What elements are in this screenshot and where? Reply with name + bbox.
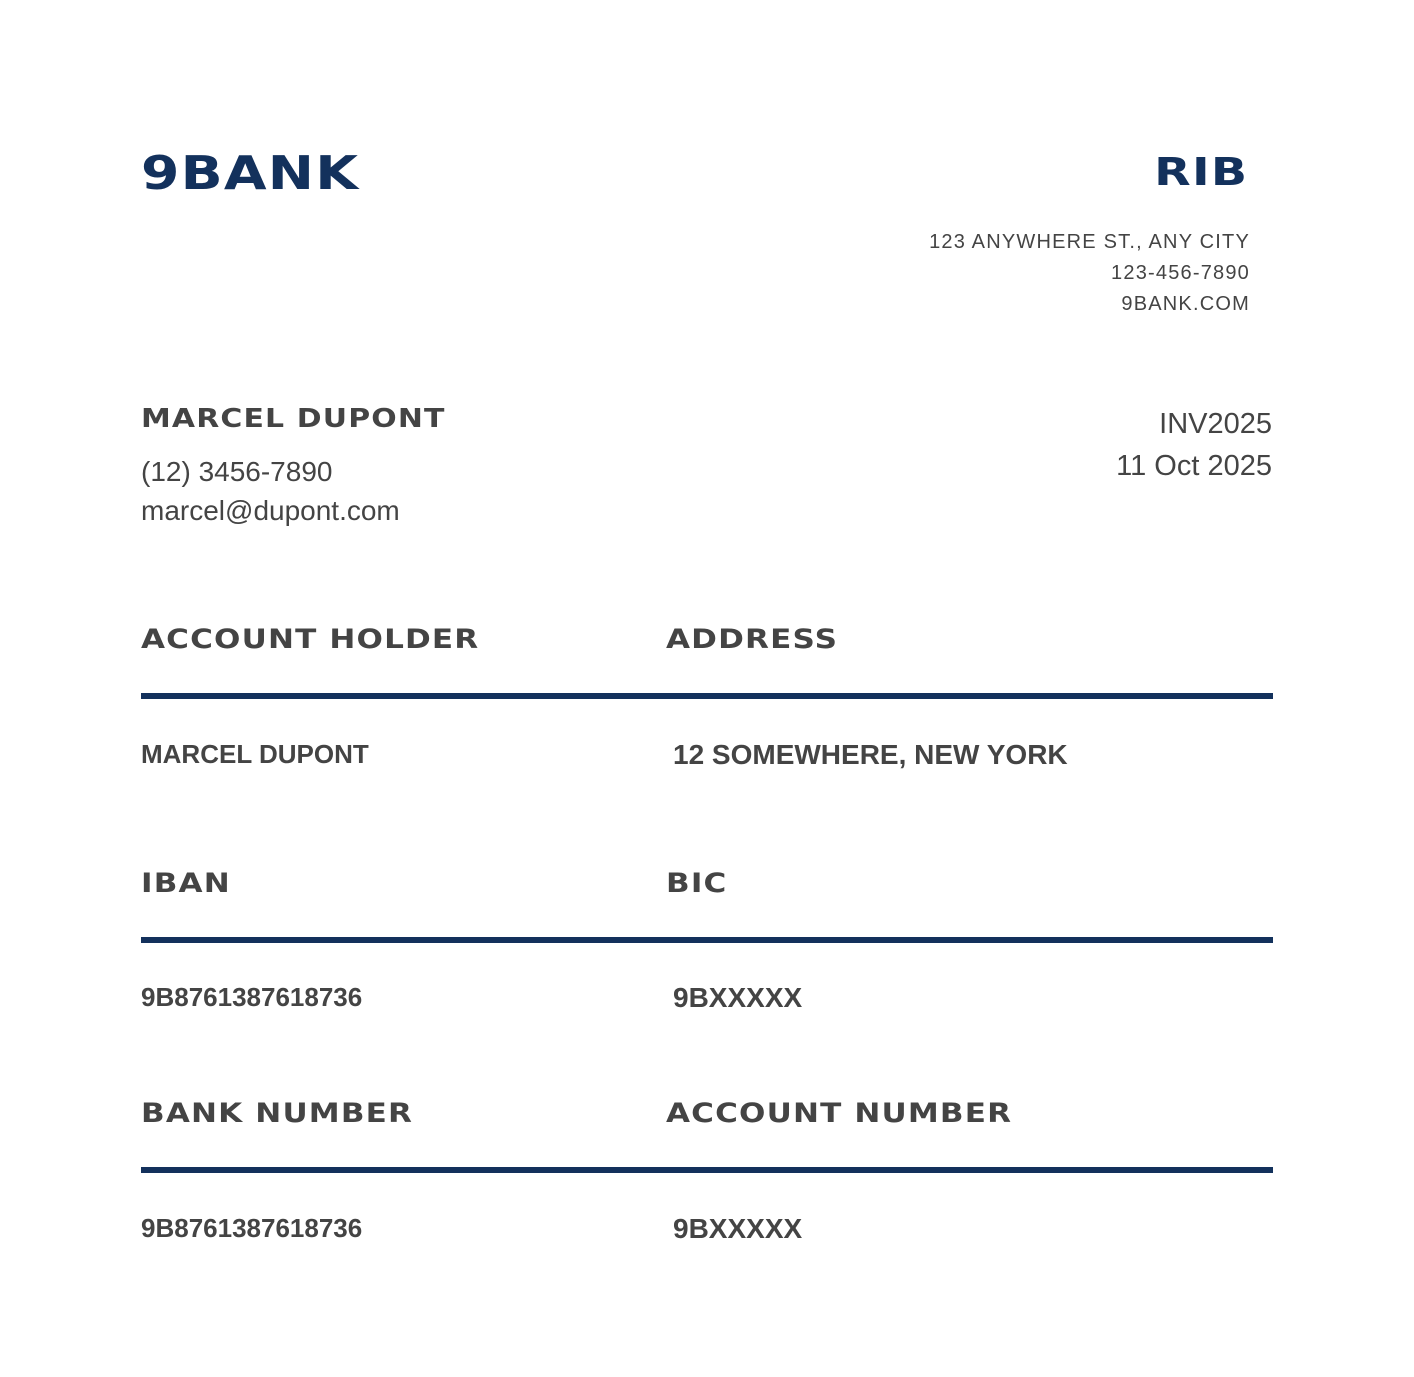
iban-label: IBAN	[141, 868, 231, 899]
document-type-title: RIB	[1153, 150, 1248, 194]
bank-address: 123 ANYWHERE ST., ANY CITY	[929, 231, 1250, 253]
client-phone: (12) 3456-7890	[141, 456, 333, 487]
section-divider	[141, 937, 1273, 943]
bank-contact-info	[929, 227, 1250, 320]
account-number-label: ACCOUNT NUMBER	[666, 1098, 1013, 1129]
section-divider	[141, 1167, 1273, 1173]
bank-number-value: 9B8761387618736	[141, 1213, 363, 1243]
bic-value: 9BXXXXX	[673, 982, 803, 1013]
invoice-number: INV2025	[1159, 408, 1272, 440]
bank-number-label: BANK NUMBER	[141, 1098, 414, 1129]
address-label: ADDRESS	[666, 624, 839, 655]
iban-value: 9B8761387618736	[141, 982, 363, 1012]
client-contact	[141, 452, 400, 530]
section-divider	[141, 693, 1273, 699]
bic-label: BIC	[666, 868, 728, 899]
brand-logo: 9BANK	[141, 146, 360, 200]
address-value: 12 SOMEWHERE, NEW YORK	[673, 739, 1068, 770]
bank-phone: 123-456-7890	[1111, 262, 1250, 284]
bank-website: 9BANK.COM	[1121, 293, 1250, 315]
account-holder-value: MARCEL DUPONT	[141, 739, 369, 769]
account-number-value: 9BXXXXX	[673, 1213, 803, 1244]
invoice-date: 11 Oct 2025	[1116, 450, 1272, 482]
client-name: MARCEL DUPONT	[141, 404, 446, 434]
account-holder-label: ACCOUNT HOLDER	[141, 624, 480, 655]
client-email: marcel@dupont.com	[141, 495, 400, 526]
invoice-info	[1116, 403, 1272, 487]
